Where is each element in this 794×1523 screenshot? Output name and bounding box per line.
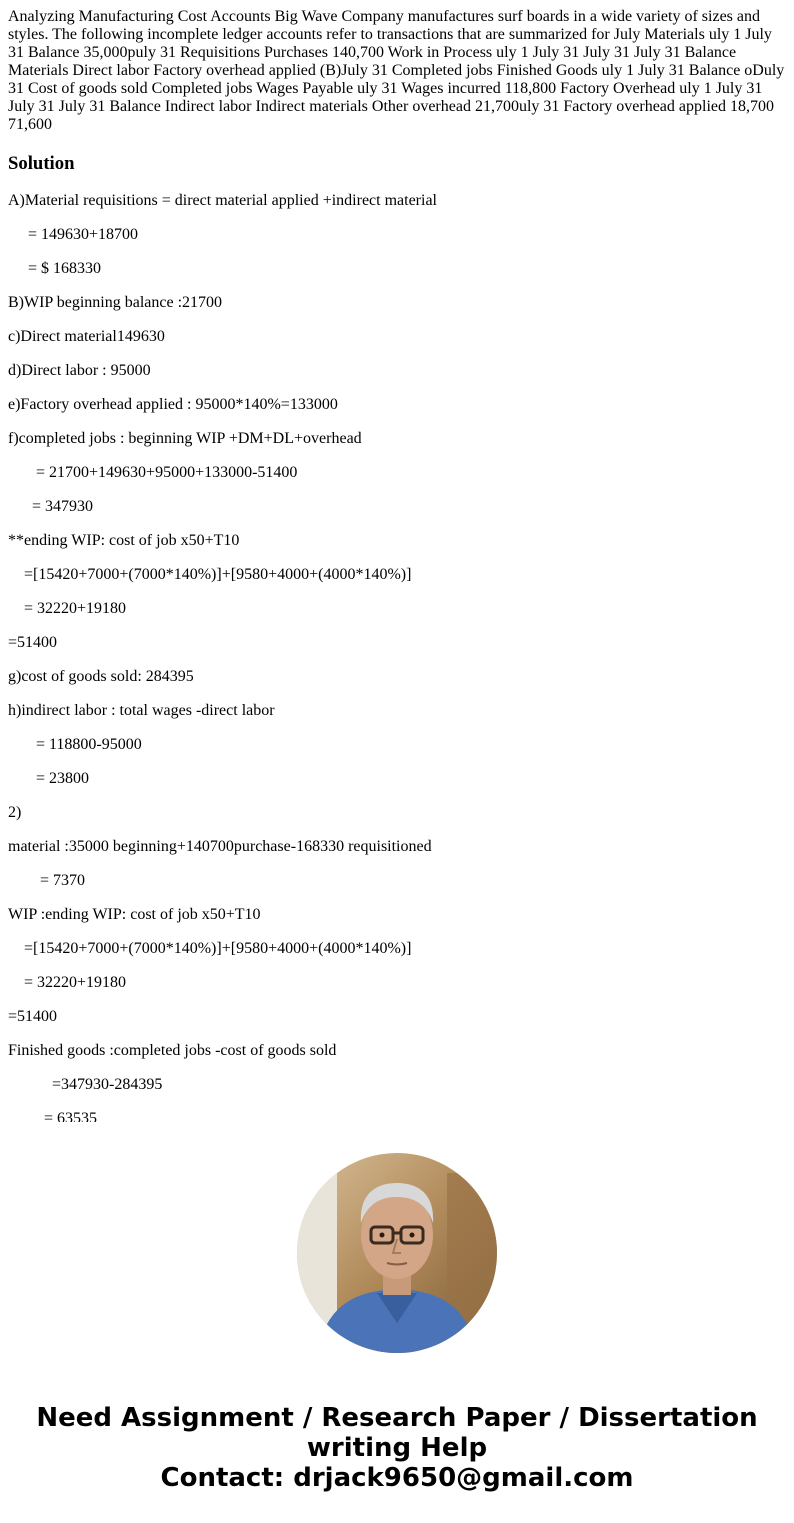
solution-line: = 63535: [8, 1110, 98, 1122]
author-portrait-illustration: [297, 1153, 497, 1353]
solution-line: f)completed jobs : beginning WIP +DM+DL+overhead: [8, 430, 362, 447]
footer-line-1: Need Assignment / Research Paper / Dissertation: [36, 1403, 758, 1433]
solution-line: = 32220+19180: [8, 600, 127, 617]
author-photo: [297, 1153, 497, 1353]
solution-line: = 7370: [8, 872, 86, 889]
solution-line: = $ 168330: [8, 260, 102, 277]
solution-line: h)indirect labor : total wages -direct labor: [8, 702, 275, 719]
solution-line: B)WIP beginning balance :21700: [8, 294, 223, 311]
solution-line: A)Material requisitions = direct material applied +indirect material: [8, 192, 437, 209]
solution-line: e)Factory overhead applied : 95000*140%=133000: [8, 396, 338, 413]
solution-heading: Solution: [8, 153, 75, 174]
solution-line: c)Direct material149630: [8, 328, 165, 345]
solution-line: = 118800-95000: [8, 736, 142, 753]
footer-contact: [0, 1403, 794, 1493]
solution-line: d)Direct labor : 95000: [8, 362, 151, 379]
solution-line: = 21700+149630+95000+133000-51400: [8, 464, 298, 481]
question-text: Analyzing Manufacturing Cost Accounts Big Wave Company manufactures surf boards in a wide variety of sizes and styles. The following incomplete ledger accounts refer to transactions that are summarized for July Materials uly 1 July 31 Balance 35,000puly 31 Requisitions Purchases 140,700 Work in Process uly 1 July 31 July 31 July 31 Balance Materials Direct labor Factory overhead applied (B)July 31 Completed jobs Finished Goods uly 1 July 31 Balance oDuly 31 Cost of goods sold Completed jobs Wages Payable uly 31 Wages incurred 118,800 Factory Overhead uly 1 July 31 July 31 July 31 Balance Indirect labor Indirect materials Other overhead 21,700uly 31 Factory overhead applied 18,700 71,600: [8, 8, 785, 133]
solution-line: 2): [8, 804, 22, 821]
solution-line: = 149630+18700: [8, 226, 139, 243]
solution-line: =[15420+7000+(7000*140%)]+[9580+4000+(4000*140%)]: [8, 566, 412, 583]
footer-line-3: Contact: drjack9650@gmail.com: [160, 1463, 634, 1493]
solution-line: Finished goods :completed jobs -cost of goods sold: [8, 1042, 337, 1059]
solution-line: =51400: [8, 634, 58, 651]
footer-line-2: writing Help: [306, 1433, 488, 1463]
solution-body: [8, 192, 786, 1122]
solution-line: **ending WIP: cost of job x50+T10: [8, 532, 240, 549]
solution-line: = 347930: [8, 498, 94, 515]
solution-line: = 23800: [8, 770, 90, 787]
solution-line: =[15420+7000+(7000*140%)]+[9580+4000+(4000*140%)]: [8, 940, 412, 957]
solution-line: WIP :ending WIP: cost of job x50+T10: [8, 906, 261, 923]
solution-line: = 32220+19180: [8, 974, 127, 991]
solution-line: g)cost of goods sold: 284395: [8, 668, 194, 685]
solution-line: =347930-284395: [8, 1076, 163, 1093]
solution-line: material :35000 beginning+140700purchase-168330 requisitioned: [8, 838, 432, 855]
solution-line: =51400: [8, 1008, 58, 1025]
